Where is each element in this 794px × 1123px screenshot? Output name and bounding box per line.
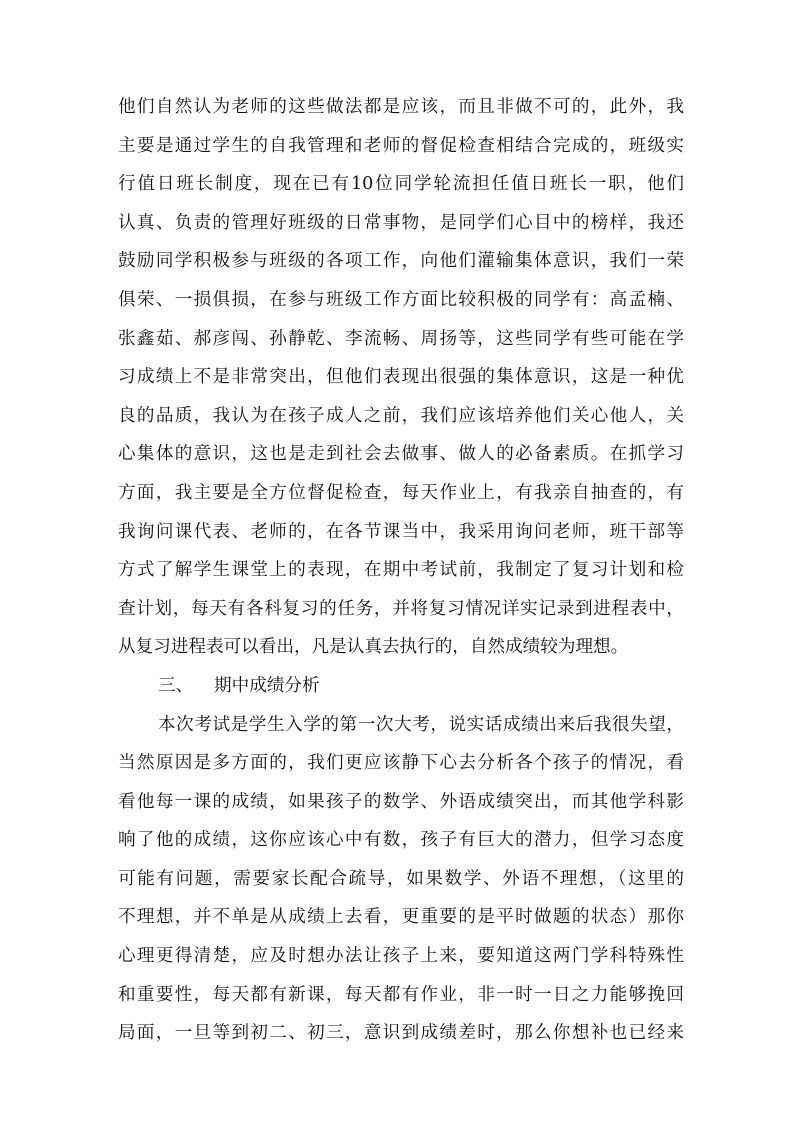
text-line: 心理更得清楚，应及时想办法让孩子上来，要知道这两门学科特殊性 [118, 946, 684, 967]
text-line: 响了他的成绩，这你应该心中有数，孩子有巨大的潜力，但学习态度 [118, 830, 684, 851]
text-line: 不理想，并不单是从成绩上去看，更重要的是平时做题的状态）那你 [118, 907, 684, 928]
paragraph-exam-analysis [118, 706, 684, 1053]
text-line: 认真、负责的管理好班级的日常事物，是同学们心目中的榜样，我还 [118, 212, 684, 233]
text-line: 从复习进程表可以看出，凡是认真去执行的，自然成绩较为理想。 [118, 637, 629, 658]
text-line: 本次考试是学生入学的第一次大考，说实话成绩出来后我很失望， [158, 714, 684, 735]
text-line: 方面，我主要是全方位督促检查，每天作业上，有我亲自抽查的，有 [118, 482, 684, 503]
text-line: 习成绩上不是非常突出，但他们表现出很强的集体意识，这是一种优 [118, 367, 684, 388]
text-line: 主要是通过学生的自我管理和老师的督促检查相结合完成的，班级实 [118, 135, 684, 156]
text-line: 方式了解学生课堂上的表现，在期中考试前，我制定了复习计划和检 [118, 560, 684, 581]
text-line: 张鑫茹、郝彦闯、孙静乾、李流畅、周扬等，这些同学有些可能在学 [118, 328, 684, 349]
text-line: 我询问课代表、老师的，在各节课当中，我采用询问老师，班干部等 [118, 521, 684, 542]
text-line: 当然原因是多方面的，我们更应该静下心去分析各个孩子的情况，看 [118, 753, 684, 774]
text-line: 行值日班长制度，现在已有10位同学轮流担任值日班长一职，他们 [118, 174, 684, 195]
document-body [118, 88, 684, 1053]
section-heading [118, 667, 684, 706]
text-line: 看他每一课的成绩，如果孩子的数学、外语成绩突出，而其他学科影 [118, 791, 684, 812]
text-line: 查计划，每天有各科复习的任务，并将复习情况详实记录到进程表中， [118, 598, 684, 619]
text-line: 局面，一旦等到初二、初三，意识到成绩差时，那么你想补也已经来 [118, 1023, 684, 1044]
section-heading-title: 期中成绩分析 [214, 675, 320, 696]
text-line: 俱荣、一损俱损，在参与班级工作方面比较积极的同学有：高孟楠、 [118, 289, 684, 310]
section-heading-number: 三、 [158, 675, 194, 696]
text-line: 可能有问题，需要家长配合疏导，如果数学、外语不理想，（这里的 [118, 868, 684, 889]
text-line: 心集体的意识，这也是走到社会去做事、做人的必备素质。在抓学习 [118, 444, 684, 465]
text-line: 鼓励同学积极参与班级的各项工作，向他们灌输集体意识，我们一荣 [118, 251, 684, 272]
paragraph-class-management [118, 88, 684, 667]
text-line: 良的品质，我认为在孩子成人之前，我们应该培养他们关心他人，关 [118, 405, 684, 426]
text-line: 他们自然认为老师的这些做法都是应该，而且非做不可的，此外，我 [118, 97, 684, 117]
text-line: 和重要性，每天都有新课，每天都有作业，非一时一日之力能够挽回 [118, 984, 684, 1005]
